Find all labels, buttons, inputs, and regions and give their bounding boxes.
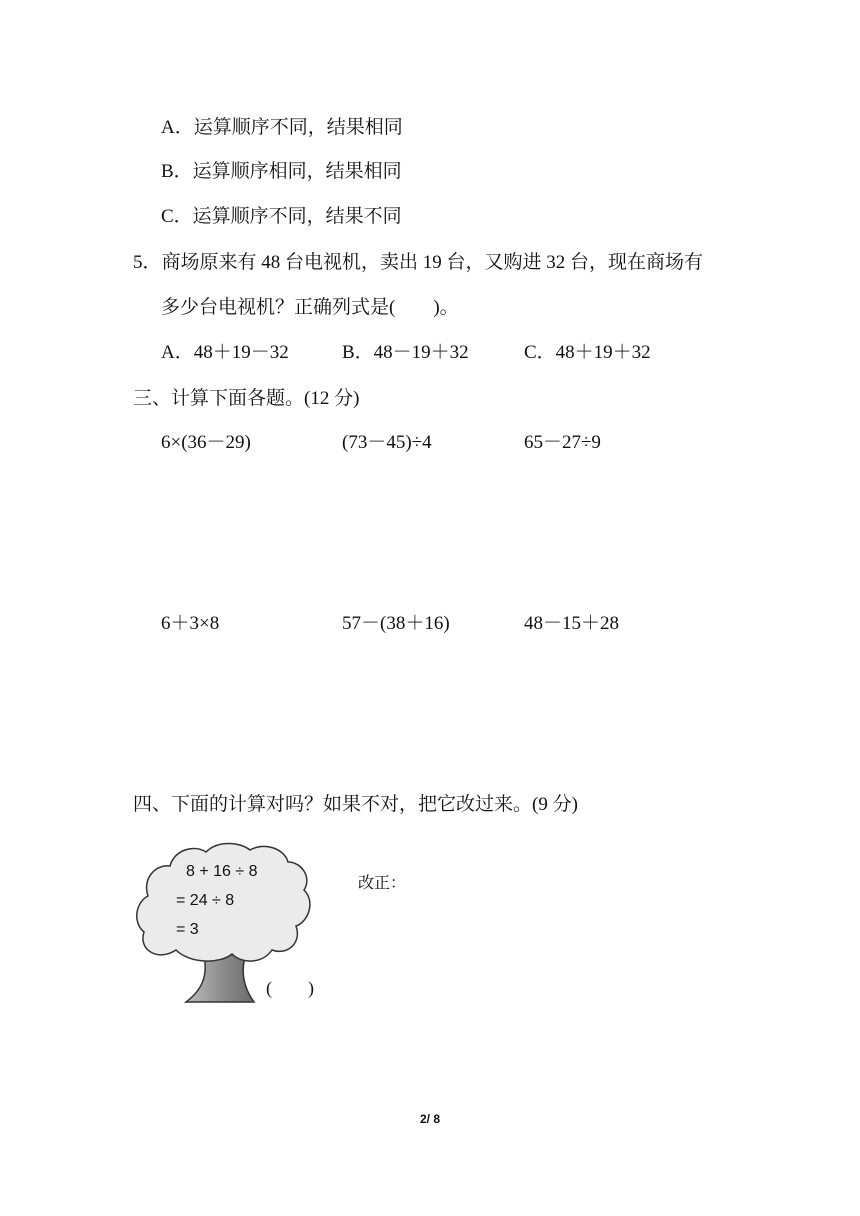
q4-option-c: C．运算顺序不同，结果不同 <box>161 206 402 227</box>
q5-stem-line1: 5．商场原来有 48 台电视机，卖出 19 台，又购进 32 台，现在商场有 <box>133 252 704 273</box>
calc-problem: 57－(38＋16) <box>342 613 450 634</box>
section4-heading: 四、下面的计算对吗？如果不对，把它改过来。(9 分) <box>133 794 578 815</box>
q4-option-a: A．运算顺序不同，结果相同 <box>161 117 403 138</box>
calc-problem: 6＋3×8 <box>161 613 220 634</box>
tree-illustration <box>132 838 332 1013</box>
tree-calc-line1: 8 + 16 ÷ 8 <box>186 863 258 880</box>
calc-problem: (73－45)÷4 <box>342 432 432 453</box>
q4-option-b: B．运算顺序相同，结果相同 <box>161 161 402 182</box>
calc-problem: 48－15＋28 <box>524 613 620 634</box>
correction-label: 改正： <box>358 875 407 892</box>
page-number: 2/ 8 <box>419 1112 440 1126</box>
q5-option-a: A．48＋19－32 <box>161 342 289 363</box>
q5-option-b: B．48－19＋32 <box>342 342 469 363</box>
section3-heading: 三、计算下面各题。(12 分) <box>133 388 360 409</box>
calc-problem: 65－27÷9 <box>524 432 601 453</box>
q5-stem-line2: 多少台电视机？正确列式是( )。 <box>161 297 459 318</box>
tree-calc-line2: = 24 ÷ 8 <box>176 892 235 909</box>
q5-option-c: C．48＋19＋32 <box>524 342 651 363</box>
calc-problem: 6×(36－29) <box>161 432 251 453</box>
judge-answer-blank: ( ) <box>266 978 314 998</box>
tree-calc-line3: = 3 <box>176 921 199 938</box>
